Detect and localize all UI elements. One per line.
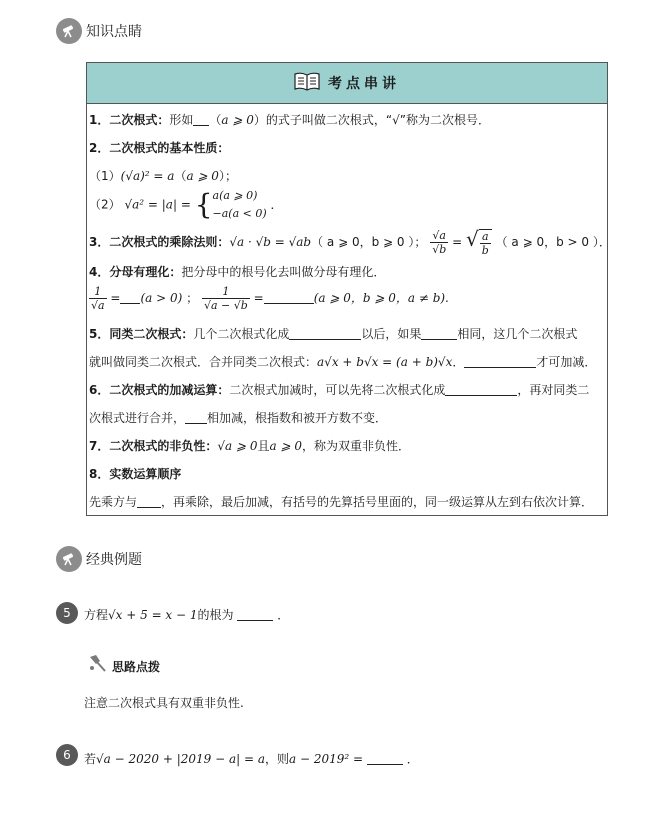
- point-8: 8．实数运算顺序: [89, 467, 182, 481]
- book-icon: [294, 71, 320, 95]
- box-title: 考点串讲: [328, 76, 400, 92]
- point-5: 5．同类二次根式：几个二次根式化成 以后，如果 相同，这几个二次根式: [89, 327, 578, 341]
- point-7: 7．二次根式的非负性：√a ⩾ 0且a ⩾ 0，称为双重非负性．: [89, 439, 410, 453]
- point-4: 4．分母有理化：把分母中的根号化去叫做分母有理化．: [89, 265, 386, 279]
- question-5: 方程√x + 5 = x − 1的根为 ．: [84, 608, 290, 622]
- point-3: 3．二次根式的乘除法则：√a · √b = √ab（ a ⩾ 0，b ⩾ 0 ）； $\frac{√a}{√b}$ = √ $\frac{a}{b}$ （ a ⩾ 0，b > 0 ）．: [89, 227, 611, 257]
- box-header: [87, 63, 607, 104]
- fill-blank: [289, 327, 361, 340]
- fill-blank: [120, 291, 140, 304]
- fill-blank: [193, 113, 209, 126]
- answer-blank: [237, 608, 273, 621]
- telescope-icon: [56, 546, 82, 572]
- point-6: 6．二次根式的加减运算：二次根式加减时，可以先将二次根式化成 ，再对同类二: [89, 383, 590, 397]
- section-title: 经典例题: [86, 552, 142, 568]
- question-number-badge: 5: [56, 602, 78, 624]
- fill-blank: [185, 411, 207, 424]
- point-1: 1．二次根式：形如 （a ⩾ 0）的式子叫做二次根式，“√”称为二次根号．: [89, 113, 490, 127]
- question-6: 若√a − 2020 + |2019 − a| = a，则a − 2019² = ．: [84, 752, 419, 766]
- knowledge-section-header: [56, 18, 142, 44]
- key-points-box: [86, 62, 611, 516]
- section-title: 知识点睛: [86, 24, 142, 40]
- examples-section-header: [56, 546, 142, 572]
- point-5-cont: 就叫做同类二次根式．合并同类二次根式：a√x + b√x = (a + b)√x． 才可加减．: [89, 355, 597, 369]
- point-2-item-2: （2） √a² = |a| = { a(a ⩾ 0) −a(a < 0) ．: [89, 188, 283, 221]
- answer-blank: [367, 752, 403, 765]
- hint-body: 注意二次根式具有双重非负性.: [84, 696, 244, 710]
- point-8-body: 先乘方与 ，再乘除，最后加减，有括号的先算括号里面的，同一级运算从左到右依次计算．: [89, 495, 594, 509]
- question-number-badge: 6: [56, 744, 78, 766]
- hint-title: 思路点拨: [112, 659, 161, 674]
- pushpin-icon: [86, 654, 108, 678]
- fill-blank: [264, 291, 314, 304]
- rationalize-formulas: $\frac{1}{√a}$ = (a > 0) ； $\frac{1}{√a - √b}$ = (a ⩾ 0，b ⩾ 0，a ≠ b).: [91, 285, 449, 312]
- point-2: 2．二次根式的基本性质：: [89, 141, 230, 155]
- fill-blank: [464, 355, 536, 368]
- fill-blank: [445, 383, 517, 396]
- telescope-icon: [56, 18, 82, 44]
- point-6-cont: 次根式进行合并， 相加减，根指数和被开方数不变．: [89, 411, 388, 425]
- hint-header: [86, 654, 160, 678]
- point-2-item-1: （1）(√a)² = a（a ⩾ 0）；: [89, 169, 237, 183]
- fill-blank: [137, 495, 161, 508]
- fill-blank: [421, 327, 457, 340]
